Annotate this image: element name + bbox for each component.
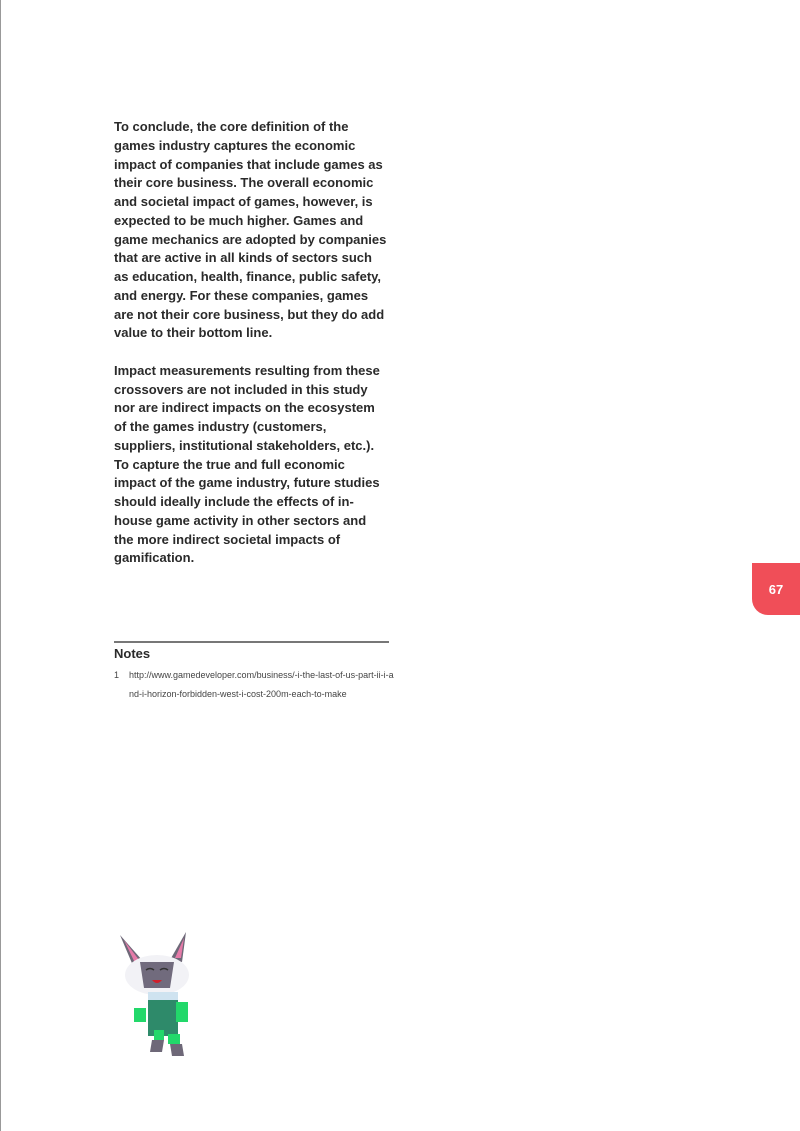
notes-divider bbox=[114, 641, 389, 643]
page-number: 67 bbox=[768, 581, 784, 597]
paragraph-conclusion: To conclude, the core definition of the games industry captures the economic impact of companies that include games as their core business. The overall economic and societal impact of games, however, is expected to be much higher. Games and game mechanics are adopted by companies that are active in all kinds of sectors such as education, health, finance, public safety, and energy. For these companies, games are not their core business, but they do add value to their bottom line. bbox=[114, 119, 387, 341]
notes-title: Notes bbox=[114, 646, 151, 661]
page-number-tab bbox=[752, 563, 800, 615]
cat-mascot-illustration bbox=[112, 930, 212, 1060]
body-text bbox=[114, 118, 389, 587]
footnote-link[interactable]: http://www.gamedeveloper.com/business/-i-the-last-of-us-part-ii-i-and-i-horizon-forbidden-west-i-cost-200m-each-to-make bbox=[129, 670, 394, 699]
page-edge-line bbox=[0, 0, 1, 1131]
footnote-number: 1 bbox=[114, 670, 120, 680]
footnote bbox=[114, 666, 394, 703]
paragraph-impact: Impact measurements resulting from these crossovers are not included in this study nor are indirect impacts on the ecosystem of the games industry (customers, suppliers, institutional stakeholders, etc.). To capture the true and full economic impact of the game industry, future studies should ideally include the effects of in-house game activity in other sectors and the more indirect societal impacts of gamification. bbox=[114, 362, 380, 566]
